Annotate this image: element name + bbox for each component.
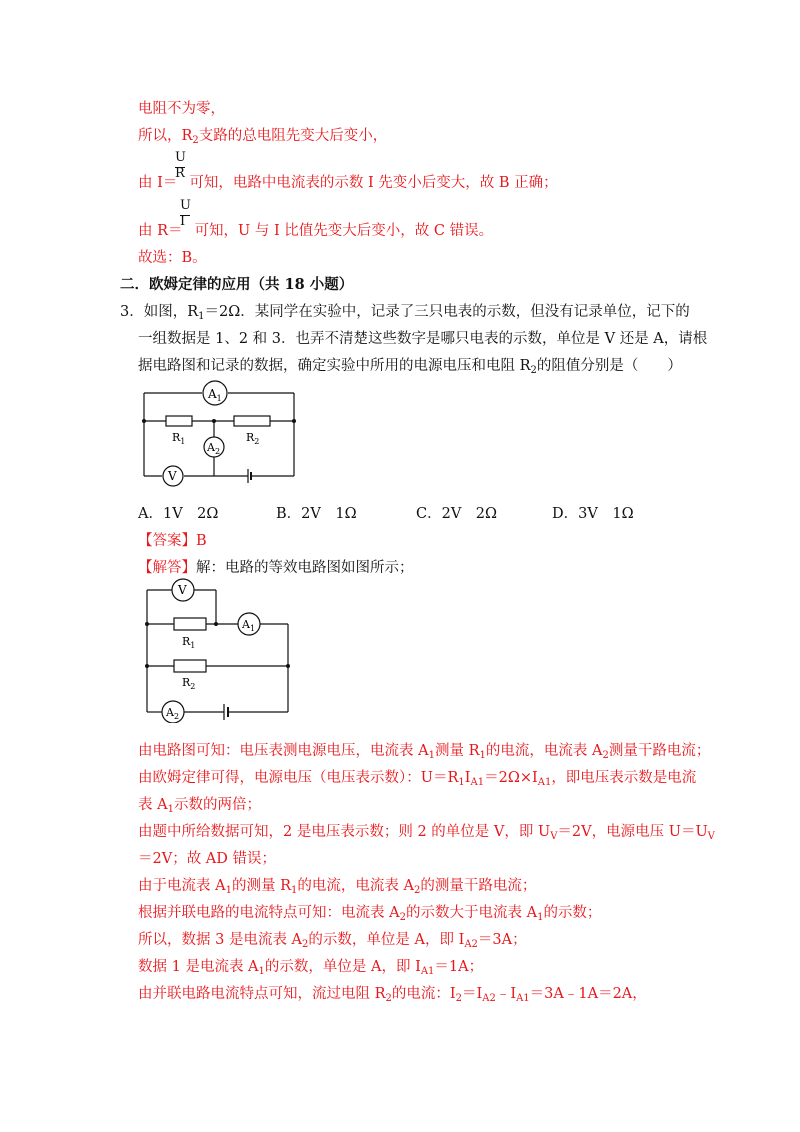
solution-line: 根据并联电路的电流特点可知：电流表 $A_2$的示数大于电流表 $A_1$的示数；: [138, 905, 602, 923]
text-line: 故选：B。: [138, 250, 207, 266]
option-d: D．3V 1Ω: [552, 506, 634, 522]
section-heading: 二．欧姆定律的应用（共 18 小题）: [120, 276, 354, 293]
text-line: 电阻不为零，: [138, 101, 225, 117]
ammeter-a1-label: $A_1$: [208, 387, 222, 403]
ammeter-a1-label: $A_1$: [242, 618, 256, 633]
answer-line: 【答案】B: [138, 533, 207, 549]
solution-line: 由并联电路电流特点可知，流过电阻 $R_2$的电流：$I_2=I_{A2}﹣I_{A1}=3A﹣1A=2A$，: [138, 986, 647, 1004]
circuit-diagram-question: [140, 378, 300, 488]
voltmeter-label: V: [178, 583, 187, 597]
question-line: 一组数据是 1、2 和 3．也弄不清楚这些数字是哪只电表的示数，单位是 V 还是 A，请根: [138, 331, 708, 347]
solution-line: 由欧姆定律可得，电源电压（电压表示数）：$U=R_1I_{A1}=2\Omega\times I_{A1}$，即电压表示数是电流: [138, 770, 697, 788]
solution-line: 所以，数据 3 是电流表 $A_2$的示数，单位是 A，即 $I_{A2}=3A$；: [138, 932, 527, 950]
solution-line: ＝2V；故 AD 错误；: [138, 851, 277, 867]
r1-label: $R_1$: [172, 431, 186, 446]
text-line: 由 I＝ 可知，电路中电流表的示数 I 先变小后变大，故 B 正确；: [138, 175, 558, 191]
text-line: 所以，$R_2$支路的总电阻先变大后变小，: [138, 128, 388, 146]
solution-line: 数据 1 是电流表 $A_1$的示数，单位是 A，即 $I_{A1}=1A$；: [138, 959, 484, 977]
option-a: A．1V 2Ω: [138, 506, 219, 522]
r2-label: $R_2$: [182, 676, 196, 691]
question-line: 3．如图，$R_1=2\Omega$．某同学在实验中，记录了三只电表的示数，但没有记录单位，记下的: [120, 304, 690, 322]
option-b: B．2V 1Ω: [276, 506, 357, 522]
solution-line: 由题中所给数据可知，2 是电压表示数；则 2 的单位是 V，即 $U_V=2V$，电源电压 $U=U_V$: [138, 824, 715, 842]
solution-line: 表 $A_1$示数的两倍；: [138, 797, 261, 815]
solution-line: 由于电流表 $A_1$的测量 $R_1$的电流，电流表 $A_2$的测量干路电流；: [138, 878, 537, 896]
analysis-line: 【解答】解：电路的等效电路图如图所示；: [138, 560, 414, 576]
r2-label: $R_2$: [246, 431, 260, 446]
r1-label: $R_1$: [182, 635, 196, 650]
solution-line: 由电路图可知：电压表测电源电压，电流表 $A_1$测量 $R_1$的电流，电流表 $A_2$测量干路电流；: [138, 743, 711, 761]
voltmeter-label: V: [168, 469, 177, 483]
option-c: C．2V 2Ω: [416, 506, 498, 522]
ammeter-a2-label: $A_2$: [207, 441, 221, 456]
circuit-diagram-equivalent: [140, 578, 300, 723]
text-line: 由 R＝ 可知，U 与 I 比值先变大后变小，故 C 错误。: [138, 223, 494, 239]
ammeter-a2-label: $A_2$: [166, 706, 180, 721]
question-line: 据电路图和记录的数据，确定实验中所用的电源电压和电阻 $R_2$的阻值分别是（ ）: [138, 358, 682, 376]
